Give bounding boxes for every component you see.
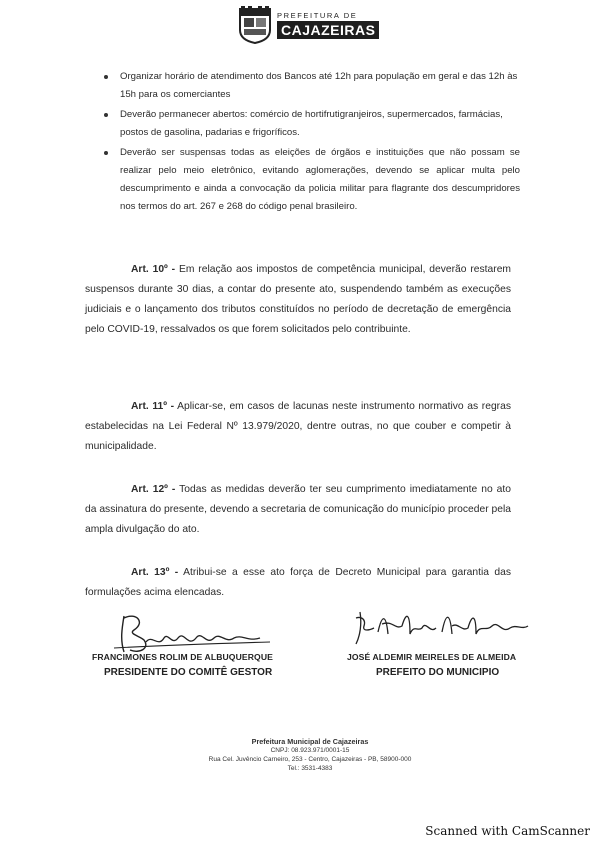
signature-name-right: JOSÉ ALDEMIR MEIRELES DE ALMEIDA xyxy=(347,652,517,662)
article-10 xyxy=(85,260,511,340)
bullet-icon xyxy=(104,113,108,117)
logo-title: CAJAZEIRAS xyxy=(277,21,379,39)
article-label: Art. 10º - xyxy=(131,264,176,275)
article-13 xyxy=(85,563,511,603)
footer-title: Prefeitura Municipal de Cajazeiras xyxy=(251,737,369,746)
article-text: Todas as medidas deverão ter seu cumprimento imediatamente no ato da assinatura do presente, devendo a secretaria de comunicação do município proceder pela ampla divulgação do ato. xyxy=(85,484,511,535)
footer-address: Rua Cel. Juvêncio Carneiro, 253 - Centro, Cajazeiras - PB, 58900-000 xyxy=(208,756,412,763)
bullet-icon xyxy=(104,151,108,155)
article-label: Art. 12º - xyxy=(131,484,176,495)
footer-phone: Tel.: 3531-4383 xyxy=(287,765,333,772)
article-text: Atribui-se a esse ato força de Decreto Municipal para garantia das formulações acima elencadas. xyxy=(85,567,512,598)
signature-role-right: PREFEITO DO MUNICIPIO xyxy=(376,667,500,678)
list-item: Deverão ser suspensas todas as eleições de órgãos e instituições que não possam se realizar pelo meio eletrônico, evitando aglomerações, devendo se aplicar multa pelo descumprimento e ainda a convocação da policia militar para flagrante dos descumpridores nos termos do art. 267 e 268 do código penal brasileiro. xyxy=(100,144,520,216)
prefeitura-logo xyxy=(236,6,386,48)
article-text: Aplicar-se, em casos de lacunas neste instrumento normativo as regras estabelecidas na Lei Federal Nº 13.979/2020, dentre outras, no que couber e competir à municipalidade. xyxy=(85,401,511,452)
signature-left xyxy=(110,608,280,658)
signature-right xyxy=(352,606,532,650)
article-label: Art. 13º - xyxy=(131,567,179,578)
article-11 xyxy=(85,397,511,457)
bullet-list xyxy=(100,68,520,216)
scanner-watermark: Scanned with CamScanner xyxy=(425,824,590,838)
list-item: Deverão permanecer abertos: comércio de hortifrutigranjeiros, supermercados, farmácias, postos de gasolina, padarias e frigoríficos. xyxy=(100,106,520,142)
article-text: Em relação aos impostos de competência municipal, deverão restarem suspensos durante 30 dias, a contar do presente ato, suspendendo também as execuções judiciais e o lançamento dos tributos constituídos no período de decretação de emergência pelo COVID-19, ressalvados os que forem solicitados pelo contribuinte. xyxy=(85,264,511,335)
page-footer xyxy=(160,737,460,773)
footer-cnpj: CNPJ: 08.923.971/0001-15 xyxy=(270,747,350,754)
list-item: Organizar horário de atendimento dos Bancos até 12h para população em geral e das 12h às 15h para os comerciantes xyxy=(100,68,520,104)
coat-of-arms-icon xyxy=(236,6,274,44)
bullet-icon xyxy=(104,75,108,79)
article-12 xyxy=(85,480,511,540)
logo-subtitle: PREFEITURA DE xyxy=(277,11,358,20)
signature-name-left: FRANCIMONES ROLIM DE ALBUQUERQUE xyxy=(92,652,273,662)
article-label: Art. 11º - xyxy=(131,401,175,412)
signature-role-left: PRESIDENTE DO COMITÊ GESTOR xyxy=(104,667,273,678)
